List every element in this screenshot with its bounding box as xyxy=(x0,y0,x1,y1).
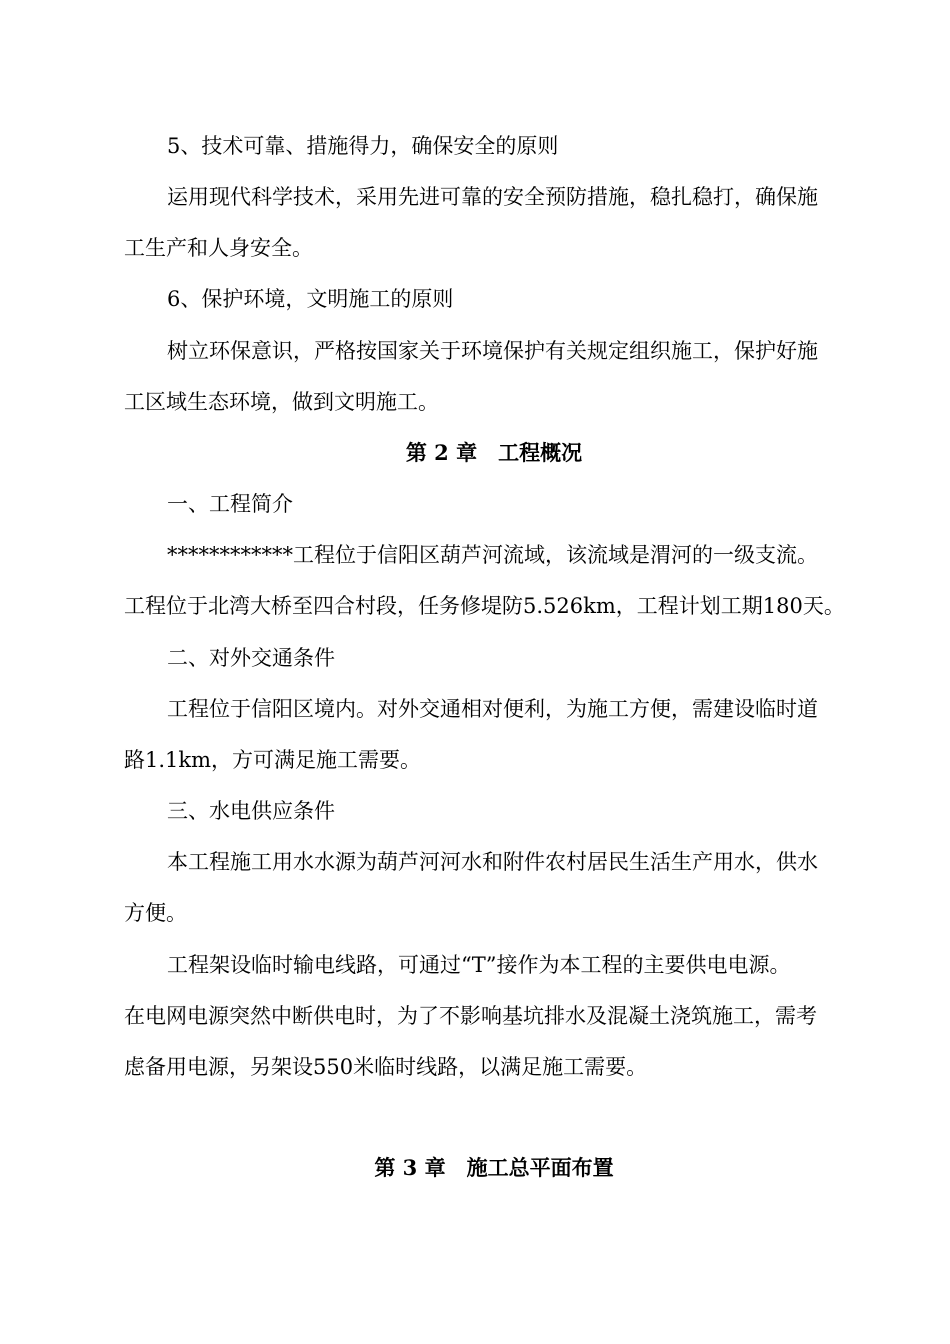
power-supply-text-line-1: 工程架设临时输电线路，可通过“T”接作为本工程的主要供电电源。 xyxy=(167,953,791,977)
section-2-heading: 二、对外交通条件 xyxy=(167,646,335,670)
section-1-heading: 一、工程简介 xyxy=(167,492,293,516)
section-3-text-line-2: 方便。 xyxy=(124,901,187,925)
principle-6-text-line-1: 树立环保意识，严格按国家关于环境保护有关规定组织施工，保护好施 xyxy=(167,339,818,363)
principle-6-text-line-2: 工区域生态环境，做到文明施工。 xyxy=(124,390,439,414)
section-1-text-line-2: 工程位于北湾大桥至四合村段，任务修堤防5.526km，工程计划工期180天。 xyxy=(124,594,845,618)
chapter-2-heading: 第 2 章 工程概况 xyxy=(405,440,583,465)
section-3-heading: 三、水电供应条件 xyxy=(167,799,335,823)
power-supply-text-line-2: 在电网电源突然中断供电时，为了不影响基坑排水及混凝土浇筑施工，需考 xyxy=(124,1004,817,1028)
principle-5-heading: 5、技术可靠、措施得力，确保安全的原则 xyxy=(167,134,559,158)
principle-5-text-line-1: 运用现代科学技术，采用先进可靠的安全预防措施，稳扎稳打，确保施 xyxy=(167,185,818,209)
principle-6-heading: 6、保护环境，文明施工的原则 xyxy=(167,287,454,311)
section-1-text-line-1: ************工程位于信阳区葫芦河流域，该流域是渭河的一级支流。 xyxy=(167,543,818,567)
section-2-text-line-2: 路1.1km，方可满足施工需要。 xyxy=(124,748,422,772)
section-2-text-line-1: 工程位于信阳区境内。对外交通相对便利，为施工方便，需建设临时道 xyxy=(167,697,818,721)
principle-5-text-line-2: 工生产和人身安全。 xyxy=(124,236,313,260)
section-3-text-line-1: 本工程施工用水水源为葫芦河河水和附件农村居民生活生产用水，供水 xyxy=(167,850,818,874)
power-supply-text-line-3: 虑备用电源，另架设550米临时线路，以满足施工需要。 xyxy=(124,1055,648,1079)
chapter-3-heading: 第 3 章 施工总平面布置 xyxy=(374,1155,614,1180)
